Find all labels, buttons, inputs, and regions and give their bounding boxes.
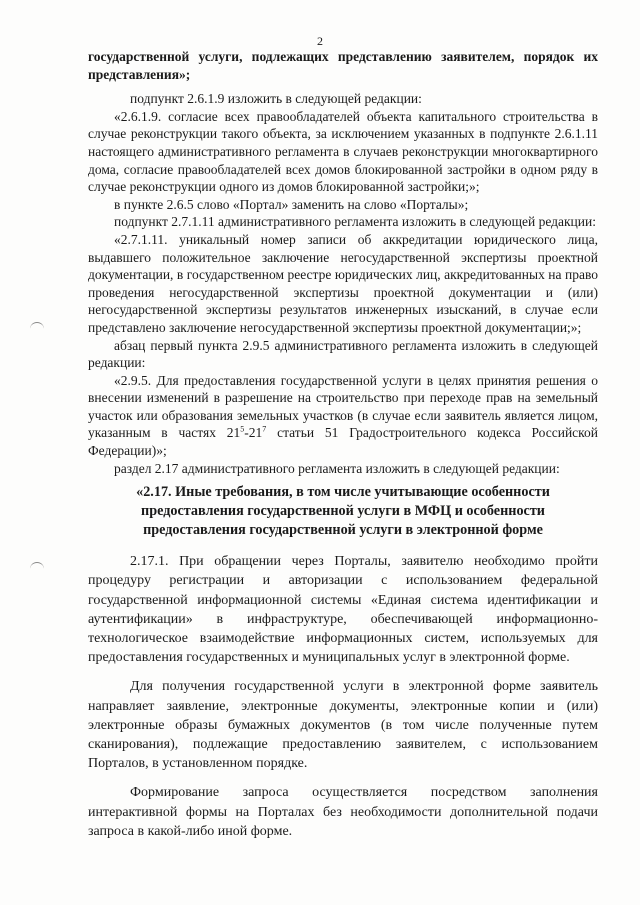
margin-mark [30, 322, 44, 329]
section-heading: «2.17. Иные требования, в том числе учитывающие особенности предоставления государственной услуги в МФЦ и особенности предоставления государственной услуги в электронной форме [136, 484, 550, 539]
paragraph: абзац первый пункта 2.9.5 административного регламента изложить в следующей редакции: [88, 337, 598, 371]
text-run: «2.9.5. Для предоставления государственной услуги в целях принятия решения о внесении изменений в разрешение на строительство при переходе прав на земельный участок или образования земельных участков (в случае если заявитель является лицом, указанным в частях 21 [88, 372, 598, 441]
paragraph: подпункт 2.7.1.11 административного регламента изложить в следующей редакции: [114, 214, 596, 230]
paragraph: в пункте 2.6.5 слово «Портал» заменить на слово «Порталы»; [114, 196, 469, 212]
paragraph: Формирование запроса осуществляется посредством заполнения интерактивной формы на Порталах без необходимости дополнительной подачи запроса в какой-либо иной форме. [88, 785, 598, 839]
paragraph: раздел 2.17 административного регламента изложить в следующей редакции: [114, 460, 560, 476]
paragraph-intro-bold: государственной услуги, подлежащих представлению заявителем, порядок их представления»; [88, 49, 598, 82]
paragraph: подпункт 2.6.1.9 изложить в следующей редакции: [130, 91, 422, 107]
margin-mark [30, 562, 44, 569]
superscript: 5 [240, 424, 245, 434]
paragraph: 2.17.1. При обращении через Порталы, заявителю необходимо пройти процедуру регистрации и авторизации с использованием федеральной государственной информационной системы «Единая система идентификации и аутентификации» в инфраструктуре, обеспечивающей информационно-технологическое взаимодействие информационных систем, используемых для предоставления государственных и муниципальных услуг в электронной форме. [88, 554, 598, 666]
paragraph-quote [88, 372, 598, 460]
text-run: статьи 51 Градостроительного кодекса Российской Федерации)»; [88, 425, 599, 459]
paragraph: Для получения государственной услуги в электронной форме заявитель направляет заявление, электронные документы, электронные копии и (или) электронные образы бумажных документов (в том числе полученные путем сканирования), подлежащие предоставлению заявителем, с использованием Порталов, в установленном порядке. [88, 679, 598, 772]
paragraph-quote: «2.7.1.11. уникальный номер записи об аккредитации юридического лица, выдавшего положительное заключение негосударственной экспертизы проектной документации, в государственном реестре юридических лиц, аккредитованных на право проведения негосударственной экспертизы проектной документации и (или) негосударственной экспертизы результатов инженерных изысканий, в случае если представлено заключение негосударственной экспертизы проектной документации;»; [88, 231, 598, 335]
text-run: -21 [244, 425, 263, 441]
superscript: 7 [262, 424, 267, 434]
section-body [88, 552, 598, 841]
paragraph-quote: «2.6.1.9. согласие всех правообладателей объекта капитального строительства в случае реконструкции такого объекта, за исключением указанных в подпункте 2.6.1.11 настоящего административного регламента в случаев реконструкции многоквартирного дома, согласие правообладателей всех домов блокированной застройки в одном ряду в случае реконструкции одного из домов блокированной застройки;»; [88, 108, 598, 195]
document-body [88, 48, 598, 841]
page-number: 2 [317, 34, 323, 48]
